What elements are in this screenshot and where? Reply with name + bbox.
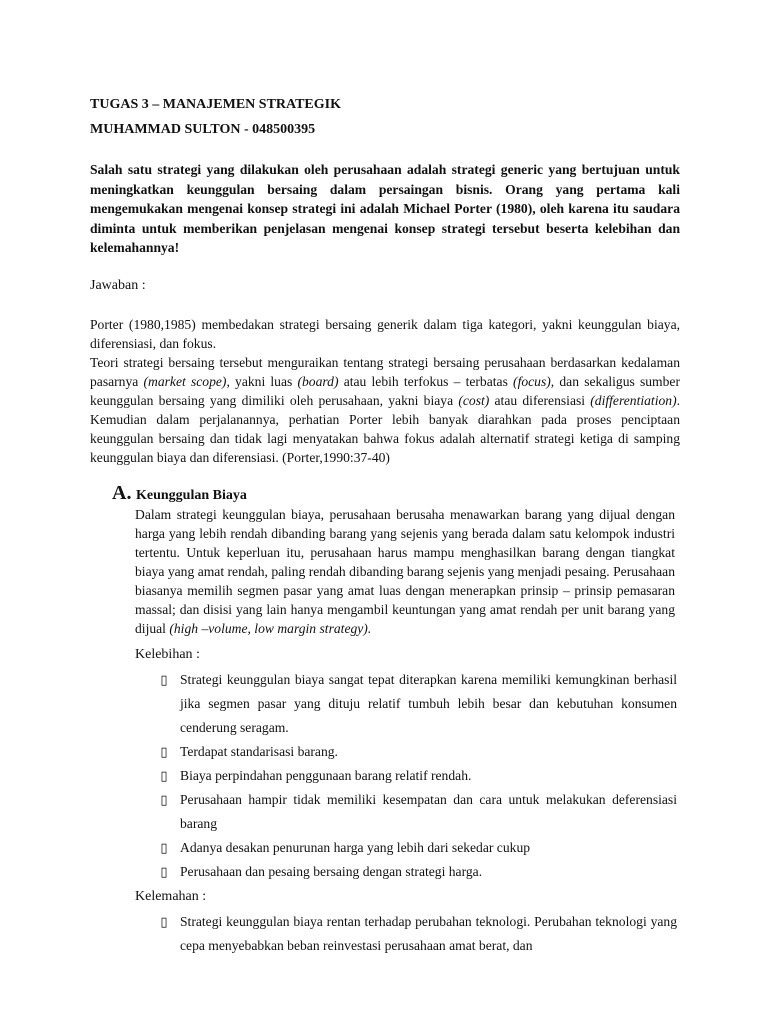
intro-paragraph-2 [90,353,680,467]
text-run: , yakni luas [226,373,298,389]
italic-run: (high –volume, low margin strategy). [169,620,372,636]
section-letter: A. [112,481,132,504]
bullet-icon: ▯ [160,839,168,855]
list-item [160,740,677,764]
text-run: dan sekaligus sumber keunggulan bersaing yang dimiliki oleh perusahaan, yakni biaya [90,373,680,408]
bullet-icon: ▯ [160,743,168,759]
list-item-text: Terdapat standarisasi barang. [180,743,338,759]
kelebihan-list [90,668,680,884]
italic-run: (differentiation) [590,392,677,408]
list-item [160,860,677,884]
text-run: . Kemudian dalam perjalanannya, perhatian Porter lebih banyak diarahkan pada proses penciptaan keunggulan bersaing dan tidak lagi menyatakan bahwa fokus adalah alternatif strategi ketiga di samping keunggulan biaya dan diferensiasi. (Porter,1990:37-40) [90,392,681,465]
section-a [90,481,680,958]
list-item [160,910,677,958]
bullet-icon: ▯ [160,671,168,687]
bullet-icon: ▯ [160,791,168,807]
italic-run: (focus), [513,373,555,389]
text-run: atau diferensiasi [489,392,591,408]
answer-label: Jawaban : [90,277,146,293]
list-item-text: Biaya perpindahan penggunaan barang relatif rendah. [180,767,472,783]
kelemahan-label: Kelemahan : [135,888,207,904]
author-line: MUHAMMAD SULTON - 048500395 [90,122,316,137]
list-item [160,836,677,860]
text-run: Dalam strategi keunggulan biaya, perusahaan berusaha menawarkan barang yang dijual dengan harga yang lebih rendah dibanding barang yang sejenis yang berada dalam satu kelompok industri tertentu. Untuk keperluan itu, perusahaan harus mampu menghasilkan barang dengan tiangkat biaya yang amat rendah, paling rendah dibanding barang sejenis yang menjadi pesaing. Perusahaan biasanya memilih segmen pasar yang amat luas dengan menerapkan prinsip – prinsip pemasaran massal; dan disisi yang lain hanya mengambil keuntungan yang amat rendah per unit barang yang dijual [135,506,675,636]
list-item-text: Strategi keunggulan biaya sangat tepat diterapkan karena memiliki kemungkinan berhasil jika segmen pasar yang dituju relatif tumbuh lebih besar dan kebutuhan konsumen cenderung seragam. [180,671,677,735]
italic-run: (cost) [458,392,490,408]
document-page [90,95,680,958]
list-item-text: Adanya desakan penurunan harga yang lebih dari sekedar cukup [180,839,531,855]
list-item-text: Perusahaan dan pesaing bersaing dengan strategi harga. [180,863,483,879]
list-item-text: Perusahaan hampir tidak memiliki kesempatan dan cara untuk melakukan deferensiasi barang [180,791,677,831]
document-title: TUGAS 3 – MANAJEMEN STRATEGIK [90,97,341,112]
list-item [160,668,677,740]
section-title: Keunggulan Biaya [136,487,247,503]
text-run: Teori strategi bersaing tersebut menguraikan tentang strategi bersaing perusahaan berdasarkan kedalaman pasarnya [90,354,680,389]
italic-run: (board) [297,373,339,389]
bullet-icon: ▯ [160,863,168,879]
text-run: atau lebih terfokus – terbatas [338,373,514,389]
bullet-icon: ▯ [160,913,168,929]
list-item-text: Strategi keunggulan biaya rentan terhadap perubahan teknologi. Perubahan teknologi yang cepa menyebabkan beban reinvestasi perusahaan amat berat, dan [180,913,677,953]
italic-run: (market scope) [143,373,227,389]
kelebihan-label: Kelebihan : [135,646,200,662]
bullet-icon: ▯ [160,767,168,783]
list-item [160,788,677,836]
kelemahan-list [90,910,680,958]
intro-paragraph-1: Porter (1980,1985) membedakan strategi bersaing generik dalam tiga kategori, yakni keunggulan biaya, diferensiasi, dan fokus. [90,316,680,351]
list-item [160,764,677,788]
section-body [135,505,675,638]
question-paragraph: Salah satu strategi yang dilakukan oleh perusahaan adalah strategi generic yang bertujuan untuk meningkatkan keunggulan bersaing dalam persaingan bisnis. Orang yang pertama kali mengemukakan mengenai konsep strategi ini adalah Michael Porter (1980), oleh karena itu saudara diminta untuk memberikan penjelasan mengenai konsep strategi tersebut beserta kelebihan dan kelemahannya! [90,162,680,255]
